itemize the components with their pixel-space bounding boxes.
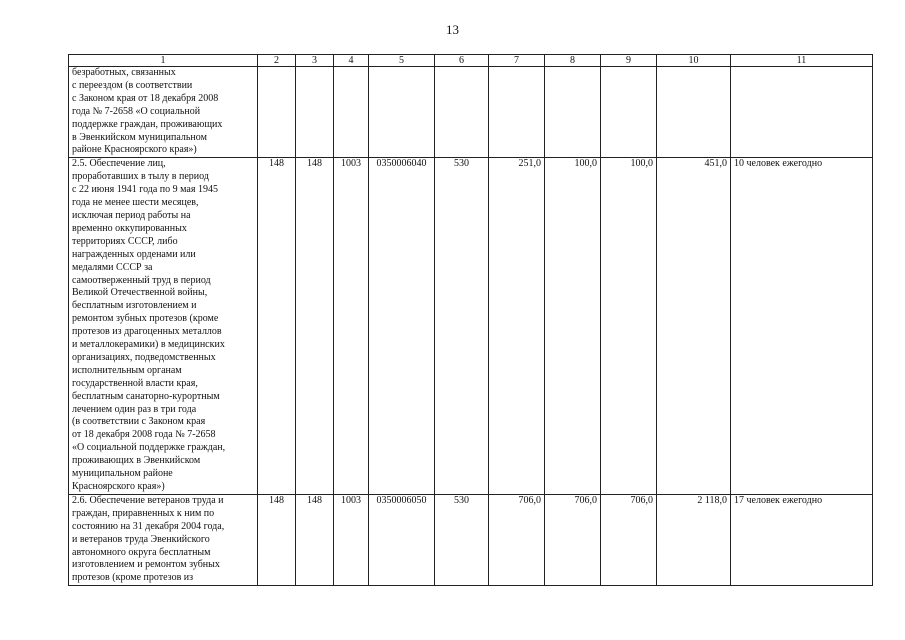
header-cell: 2 <box>258 55 296 67</box>
section-code-cell: 1003 <box>334 494 369 585</box>
page-number: 13 <box>446 22 459 37</box>
header-cell: 1 <box>69 55 258 67</box>
result-cell: 17 человек ежегодно <box>731 494 873 585</box>
header-cell: 4 <box>334 55 369 67</box>
total-cell <box>657 67 731 158</box>
amount-cell: 706,0 <box>601 494 657 585</box>
header-cell: 9 <box>601 55 657 67</box>
amount-cell: 251,0 <box>489 158 545 495</box>
table-row <box>69 494 873 585</box>
result-cell: 10 человек ежегодно <box>731 158 873 495</box>
header-cell: 7 <box>489 55 545 67</box>
amount-cell <box>601 67 657 158</box>
target-article-cell: 0350006040 <box>369 158 435 495</box>
code-cell: 148 <box>296 494 334 585</box>
description-cell: 2.5. Обеспечение лиц, проработавших в тылу в период с 22 июня 1941 года по 9 мая 1945 года не менее шести месяцев, исключая период работы на временно оккупированных территориях СССР, либо награжденных орденами или медалями СССР за самоотверженный труд в период Великой Отечественной войны, бесплатным изготовлением и ремонтом зубных протезов (кроме протезов из драгоценных металлов и металлокерамики) в медицинских организациях, подведомственных исполнительным органам государственной власти края, бесплатным санаторно-курортным лечением один раз в три года (в соответствии с Законом края от 18 декабря 2008 года № 7-2658 «О социальной поддержке граждан, проживающих в Эвенкийском муниципальном районе Красноярского края») <box>69 158 258 495</box>
amount-cell <box>489 67 545 158</box>
header-cell: 11 <box>731 55 873 67</box>
section-code-cell: 1003 <box>334 158 369 495</box>
table-row <box>69 67 873 158</box>
budget-table <box>68 54 873 586</box>
amount-cell: 100,0 <box>601 158 657 495</box>
header-row <box>69 55 873 67</box>
target-article-cell: 0350006050 <box>369 494 435 585</box>
header-cell: 10 <box>657 55 731 67</box>
result-cell <box>731 67 873 158</box>
expense-type-cell <box>435 67 489 158</box>
description-cell: 2.6. Обеспечение ветеранов труда и граждан, приравненных к ним по состоянию на 31 декабря 2004 года, и ветеранов труда Эвенкийского автономного округа бесплатным изготовлением и ремонтом зубных протезов (кроме протезов из <box>69 494 258 585</box>
header-cell: 8 <box>545 55 601 67</box>
total-cell: 2 118,0 <box>657 494 731 585</box>
total-cell: 451,0 <box>657 158 731 495</box>
header-cell: 3 <box>296 55 334 67</box>
code-cell: 148 <box>258 158 296 495</box>
table-row <box>69 158 873 495</box>
expense-type-cell: 530 <box>435 494 489 585</box>
code-cell: 148 <box>258 494 296 585</box>
amount-cell: 100,0 <box>545 158 601 495</box>
section-code-cell <box>334 67 369 158</box>
amount-cell: 706,0 <box>545 494 601 585</box>
amount-cell: 706,0 <box>489 494 545 585</box>
target-article-cell <box>369 67 435 158</box>
expense-type-cell: 530 <box>435 158 489 495</box>
code-cell <box>296 67 334 158</box>
description-cell: безработных, связанных с переездом (в соответствии с Законом края от 18 декабря 2008 года № 7-2658 «О социальной поддержке граждан, проживающих в Эвенкийском муниципальном районе Красноярского края») <box>69 67 258 158</box>
code-cell: 148 <box>296 158 334 495</box>
amount-cell <box>545 67 601 158</box>
header-cell: 5 <box>369 55 435 67</box>
code-cell <box>258 67 296 158</box>
header-cell: 6 <box>435 55 489 67</box>
